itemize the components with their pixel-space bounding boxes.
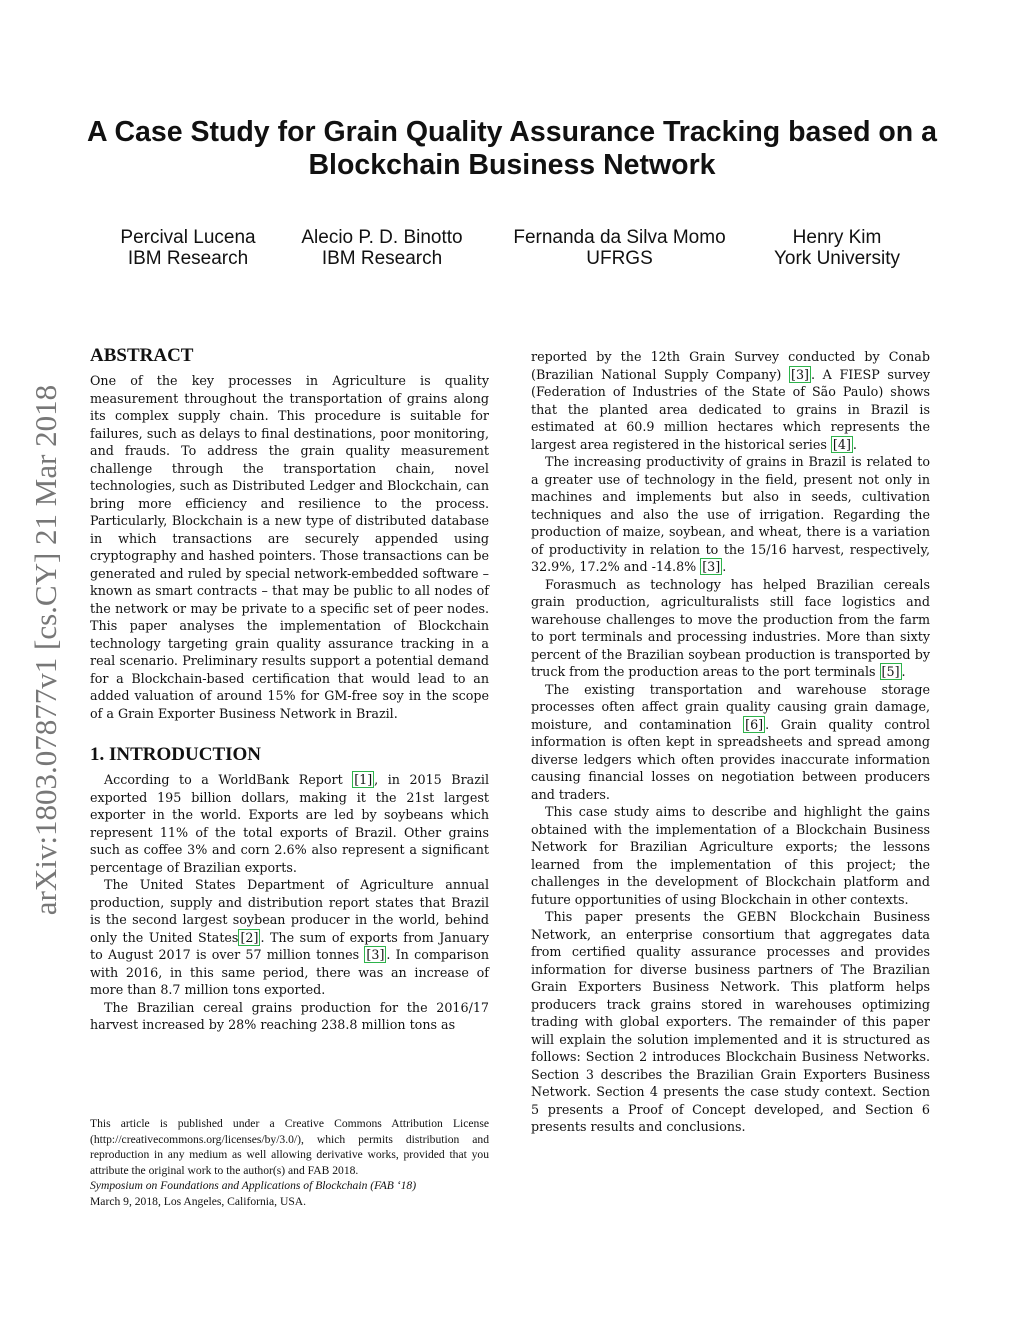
text-run: The Brazilian cereal grains production for the 2016/17 harvest increased by 28% reaching 238.8 million tons as: [90, 999, 489, 1032]
text-run: . In comparison with 2016, in this same period, there was an increase of more than 8.7 million tons exported.: [90, 947, 489, 997]
text-run: . The sum of exports from January to August 2017 is over 57 million tonnes: [90, 929, 489, 962]
citation-link[interactable]: [1]: [354, 772, 373, 787]
paragraph-paper-outline: This paper presents the GEBN Blockchain Business Network, an enterprise consortium that aggregates data from certified quality assurance processes and provides information for diverse business partners of The Brazilian Grain Exporters Business Network. This platform helps producers track grains stored in warehouses optimizing trading with global exporters. The remainder of this paper will explain the solution implemented and it is structured as follows: Section 2 introduces Blockchain Business Networks. Section 3 describes the Brazilian Grain Exporters Business Network. Section 4 presents the case study context. Section 5 presents a Proof of Concept developed, and Section 6 presents results and conclusions.: [531, 909, 930, 1134]
text-run: .: [852, 436, 857, 452]
date-location-text: March 9, 2018, Los Angeles, California, USA.: [90, 1194, 307, 1208]
citation-link[interactable]: [5]: [881, 664, 900, 679]
author-block: [0, 227, 1024, 277]
left-column: [90, 345, 489, 1034]
paragraph-logistics: [531, 576, 930, 681]
text-run: The existing transportation and warehouse storage processes often affect grain quality causing grain damage, moisture, and contamination: [531, 681, 930, 732]
author-affiliation: UFRGS: [586, 248, 653, 269]
introduction-heading: 1. INTRODUCTION: [90, 744, 262, 765]
author-name: Percival Lucena: [120, 227, 256, 248]
paragraph-continued: [531, 348, 930, 453]
text-run: The increasing productivity of grains in Brazil is related to a greater use of technology in the field, present not only in machines and implements but also in seeds, cultivation techniques and also the use of irrigation. Regarding the production of maize, soybean, and wheat, there is a variation of productivity in relation to the 15/16 harvest, respectively, 32.9%, 17.2% and -14.8%: [531, 454, 930, 574]
text-run: . A FIESP survey (Federation of Industries of the State of São Paulo) shows that the planted area dedicated to grains in Brazil is estimated at 60.9 million hectares which represents the largest area registered in the historical series: [531, 366, 930, 452]
citation-link[interactable]: [3]: [366, 947, 385, 962]
paragraph-productivity: [531, 453, 930, 576]
abstract-text: One of the key processes in Agriculture is quality measurement throughout the transportation of grains along its complex supply chain. This procedure is suitable for failures, such as delays to final destinations, poor monitoring, and frauds. To address the grain quality measurement challenge through the transportation chain, novel technologies, such as Distributed Ledger and Blockchain, can bring more efficiency and resilience to the process. Particularly, Blockchain is a new type of distributed database in which transactions are securely appended using cryptography and hashed pointers. Those transactions can be generated and ruled by special network-embedded software – known as smart contracts – that may be public to all nodes of the network or may be private to a specific set of peer nodes. This paper analyses the implementation of Blockchain technology targeting grain quality assurance tracking in a real scenario. Preliminary results support a potential demand for a Blockchain-based certification that would lead to an added valuation of around 15% for GM-free soy in the scope of a Grain Exporter Business Network in Brazil.: [90, 373, 489, 721]
author-affiliation: IBM Research: [321, 248, 443, 269]
text-run: The United States Department of Agriculture annual production, supply and distribution report states that Brazil is the second largest soybean producer in the world, behind only the United States: [90, 877, 489, 945]
author-name: Henry Kim: [792, 227, 882, 248]
copyright-footnote: [90, 1116, 489, 1210]
citation-link[interactable]: [2]: [240, 929, 259, 945]
intro-paragraph-1: [90, 771, 489, 876]
paragraph-storage: [531, 681, 930, 804]
citation-link[interactable]: [4]: [832, 436, 851, 452]
text-run: .: [722, 559, 727, 574]
author-3: [498, 227, 741, 269]
author-affiliation: IBM Research: [127, 248, 249, 269]
text-run: reported by the 12th Grain Survey conducted by Conab (Brazilian National Supply Company): [531, 349, 930, 382]
text-run: .: [901, 664, 906, 679]
author-2: [282, 227, 482, 269]
author-name: Fernanda da Silva Momo: [513, 227, 726, 248]
text-run: According to a WorldBank Report: [104, 772, 353, 787]
paper-title: A Case Study for Grain Quality Assurance Tracking based on a Blockchain Business Network: [87, 116, 937, 181]
citation-link[interactable]: [3]: [791, 366, 809, 382]
author-4: [752, 227, 922, 269]
text-run: . Grain quality control information is often kept in spreadsheets and spread among diverse ledgers which often provides inaccurate information causing financial losses on negotiation between producers and traders.: [531, 716, 930, 802]
text-run: Forasmuch as technology has helped Brazilian cereals grain production, agriculturalists still face logistics and warehouse challenges to move the production from the farm to port terminals and processing industries. More than sixty percent of the Brazilian soybean production is transported by truck from the production areas to the port terminals: [531, 576, 930, 679]
text-run: , in 2015 Brazil exported 195 billion dollars, making it the 21st largest exporter in the world. Exports are led by soybeans which represent 11% of the total exports of Brazil. Other grains such as coffee 3% and corn 2.6% also represent a significant percentage of Brazilian exports.: [90, 772, 489, 875]
license-text: This article is published under a Creative Commons Attribution License (http://creativecommons.org/licenses/by/3.0/), which permits distribution and reproduction in any medium as well allowing derivative works, provided that you attribute the original work to the author(s) and FAB 2018.: [90, 1117, 489, 1177]
intro-paragraph-3: [90, 999, 489, 1034]
abstract-heading: ABSTRACT: [90, 345, 194, 366]
citation-link[interactable]: [3]: [702, 559, 721, 574]
venue-text: Symposium on Foundations and Applications of Blockchain (FAB ‘18): [90, 1179, 417, 1193]
author-1: [98, 227, 278, 269]
arxiv-identifier: arXiv:1803.07877v1 [cs.CY] 21 Mar 2018: [28, 384, 63, 916]
author-affiliation: York University: [773, 248, 900, 269]
intro-paragraph-2: [90, 876, 489, 999]
right-column: [531, 348, 930, 1136]
paragraph-case-study-aim: This case study aims to describe and highlight the gains obtained with the implementation of a Blockchain Business Network for Brazilian Agriculture exports; the lessons learned from the implementation of this project; the challenges in the development of Blockchain platform and future opportunities of using Blockchain in other contexts.: [531, 804, 930, 907]
citation-link[interactable]: [6]: [745, 716, 764, 732]
author-name: Alecio P. D. Binotto: [301, 227, 463, 248]
